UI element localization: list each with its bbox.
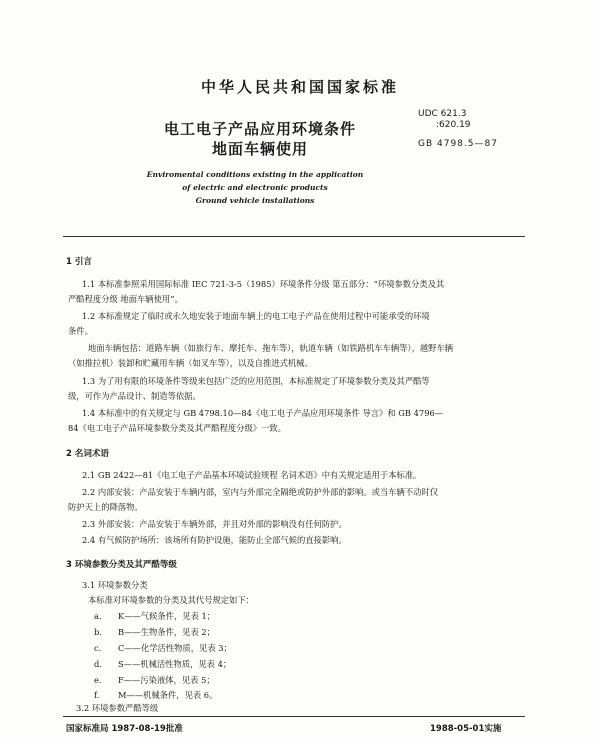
- gb-number: GB 4798.5—87: [418, 139, 498, 149]
- list-item: C——化学活性物质，见表 3；: [118, 643, 232, 653]
- udc-code: UDC 621.3: [418, 109, 467, 119]
- paragraph-1-4-cont: 84《电工电子产品环境参数分类及其严酷程度分级》一致。: [68, 423, 286, 433]
- paragraph-2-2-cont: 防护天上的降落物。: [68, 502, 143, 512]
- paragraph-1-2-cont: 条件。: [68, 326, 93, 336]
- paragraph-2-1: 2.1 GB 2422—81《电工电子产品基本环境试验规程 名词术语》中有关规定适用于本标准。: [82, 470, 422, 480]
- section-2-heading: 2 名词术语: [66, 449, 109, 459]
- paragraph-1-2-vehicles-cont: （如推拉机）装卸和贮藏用车辆（如叉车等），以及自推进式机械。: [68, 358, 313, 368]
- english-title-line2: of electric and electronic products: [182, 183, 328, 192]
- list-item-letter: e.: [94, 675, 102, 685]
- paragraph-1-4: 1.4 本标准中的有关规定与 GB 4798.10—84《电工电子产品应用环境条件 导言》和 GB 4796—: [82, 408, 444, 418]
- list-item-letter: a.: [94, 611, 102, 621]
- list-item: B——生物条件，见表 2；: [118, 627, 215, 637]
- header-divider: [63, 236, 525, 237]
- section-1-heading: 1 引言: [66, 257, 92, 267]
- paragraph-3-1-intro: 本标准对环境参数的分类及其代号规定如下：: [88, 595, 254, 605]
- paragraph-1-1-cont: 严酷程度分级 地面车辆使用”。: [68, 294, 183, 304]
- document-title-line2: 地面车辆使用: [211, 140, 308, 158]
- list-item: S——机械活性物质，见表 4；: [118, 659, 232, 669]
- paragraph-3-2: 3.2 环境参数严酷等级: [76, 703, 159, 713]
- paragraph-1-2-vehicles: 地面车辆包括：道路车辆（如旅行车、摩托车、拖车等），轨道车辆（如铁路机车车辆等），越野车辆: [88, 343, 454, 353]
- list-item-letter: b.: [94, 627, 102, 637]
- list-item-letter: d.: [94, 659, 102, 669]
- paragraph-2-3: 2.3 外部安装：产品安装于车辆外部，并且对外部的影响没有任何防护。: [82, 519, 347, 529]
- english-title-line3: Ground vehicle installations: [195, 196, 315, 205]
- paragraph-1-3: 1.3 为了用有限的环境条件等级来包括广泛的应用范围，本标准规定了环境参数分类及其严酷等: [82, 376, 430, 386]
- list-item: M——机械条件，见表 6。: [118, 690, 218, 700]
- footer-divider: [63, 716, 525, 717]
- udc-code-continuation: :620.19: [436, 120, 471, 130]
- list-item: F——污染液体，见表 5；: [118, 675, 215, 685]
- list-item: K——气候条件，见表 1；: [118, 611, 216, 621]
- standard-header-title: 中华人民共和国国家标准: [200, 78, 399, 96]
- document-title-line1: 电工电子产品应用环境条件: [163, 120, 356, 138]
- list-item-letter: c.: [94, 643, 102, 653]
- paragraph-1-1: 1.1 本标准参照采用国际标准 IEC 721-3-5（1985）环境条件分级 第五部分：“环境参数分类及其: [82, 279, 445, 289]
- paragraph-3-1: 3.1 环境参数分类: [82, 580, 148, 590]
- english-title-line1: Enviromental conditions existing in the application: [146, 170, 364, 179]
- paragraph-2-4: 2.4 有气候防护场所：该场所有防护设施，能防止全部气候的直接影响。: [82, 535, 347, 545]
- paragraph-1-3-cont: 级，可作为产品设计、制造等依据。: [68, 391, 201, 401]
- list-item-letter: f.: [94, 690, 100, 700]
- approval-line: 国家标准局 1987-08-19批准: [66, 724, 183, 734]
- paragraph-2-2: 2.2 内部安装：产品安装于车辆内部，室内与外部完全隔绝或防护外部的影响。或当车辆不动时仅: [82, 487, 439, 497]
- paragraph-1-2: 1.2 本标准规定了临时或永久地安装于地面车辆上的电工电子产品在使用过程中可能承受的环境: [82, 311, 430, 321]
- section-3-heading: 3 环境参数分类及其严酷等级: [66, 560, 177, 570]
- implementation-date: 1988-05-01实施: [430, 724, 502, 734]
